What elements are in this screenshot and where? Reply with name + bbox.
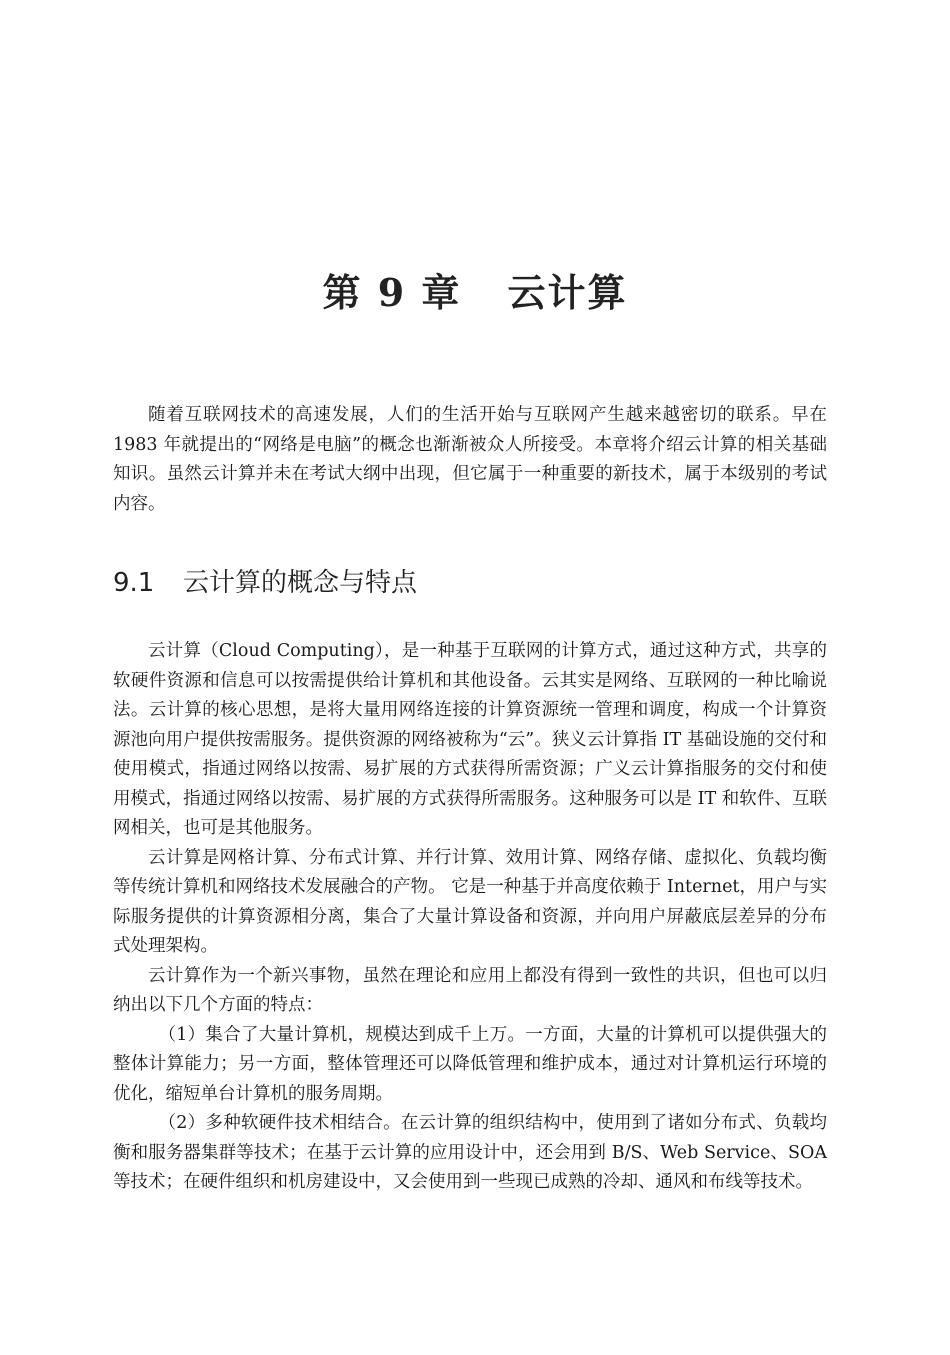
section-title: 云计算的概念与特点 <box>183 568 418 598</box>
body-paragraph-3: 云计算作为一个新兴事物，虽然在理论和应用上都没有得到一致性的共识，但也可以归纳出以下几个方面的特点： <box>113 965 827 1015</box>
chapter-label: 第 9 章 <box>322 270 462 315</box>
chapter-name: 云计算 <box>507 270 628 315</box>
intro-block <box>113 401 827 519</box>
body-paragraph-1: 云计算（Cloud Computing），是一种基于互联网的计算方式，通过这种方式，共享的软硬件资源和信息可以按需提供给计算机和其他设备。云其实是网络、互联网的一种比喻说法。云计算的核心思想，是将大量用网络连接的计算资源统一管理和调度，构成一个计算资源池向用户提供按需服务。提供资源的网络被称为“云”。狭义云计算指 IT 基础设施的交付和使用模式，指通过网络以按需、易扩展的方式获得所需资源；广义云计算指服务的交付和使用模式，指通过网络以按需、易扩展的方式获得所需服务。这种服务可以是 IT 和软件、互联网相关，也可是其他服务。 <box>113 641 827 838</box>
feature-item-2: （2）多种软硬件技术相结合。在云计算的组织结构中，使用到了诸如分布式、负载均衡和服务器集群等技术；在基于云计算的应用设计中，还会用到 B/S、Web Service、SOA 等技术；在硬件组织和机房建设中，又会使用到一些现已成熟的冷却、通风和布线等技术。 <box>113 1113 827 1192</box>
section-heading <box>113 562 417 599</box>
feature-item-1: （1）集合了大量计算机，规模达到成千上万。一方面，大量的计算机可以提供强大的整体计算能力；另一方面，整体管理还可以降低管理和维护成本，通过对计算机运行环境的优化，缩短单台计算机的服务周期。 <box>113 1024 827 1104</box>
section-number: 9.1 <box>113 568 155 598</box>
chapter-title <box>0 262 950 317</box>
intro-paragraph: 随着互联网技术的高速发展，人们的生活开始与互联网产生越来越密切的联系。早在 1983 年就提出的“网络是电脑”的概念也渐渐被众人所接受。本章将介绍云计算的相关基础知识。虽然云计算并未在考试大纲中出现，但它属于一种重要的新技术，属于本级别的考试内容。 <box>113 405 827 514</box>
body-paragraph-2: 云计算是网格计算、分布式计算、并行计算、效用计算、网络存储、虚拟化、负载均衡等传统计算机和网络技术发展融合的产物。 它是一种基于并高度依赖于 Internet，用户与实际服务提供的计算资源相分离，集合了大量计算设备和资源，并向用户屏蔽底层差异的分布式处理架构。 <box>113 847 827 956</box>
body-block <box>113 637 827 1198</box>
